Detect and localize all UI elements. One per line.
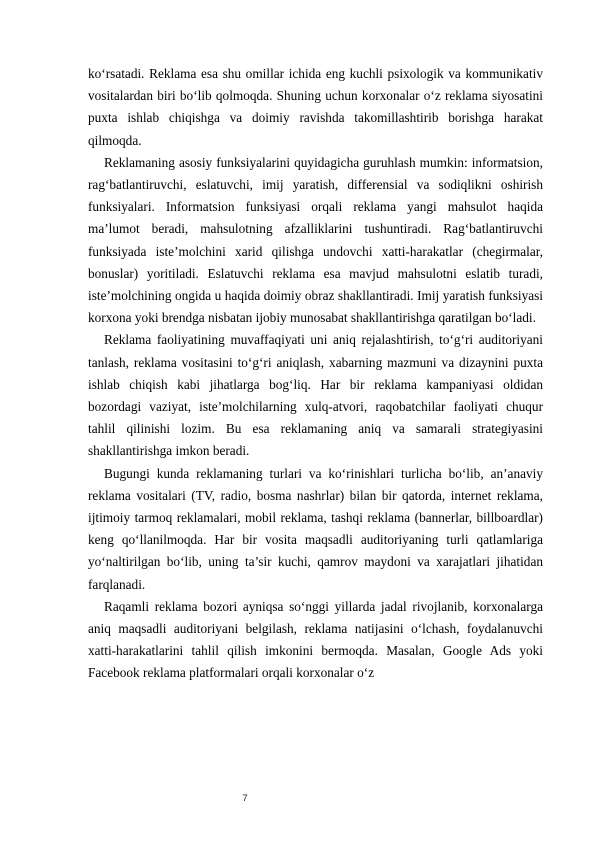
paragraph-planning: Reklama faoliyatining muvaffaqiyati uni aniq rejalashtirish, to‘g‘ri auditoriyani tanlash, reklama vositasini to‘g‘ri aniqlash, xabarning mazmuni va dizaynini puxta ishlab chiqish kabi jihatlarga bog‘liq. Har bir reklama kampaniyasi oldidan bozordagi vaziyat, iste’molchilarning xulq-atvori, raqobatchilar faoliyati chuqur tahlil qilinishi lozim. Bu esa reklamaning aniq va samarali strategiyasini shakllantirishga imkon beradi. bbox=[88, 332, 543, 459]
paragraph-types: Bugungi kunda reklamaning turlari va ko‘rinishlari turlicha bo‘lib, an’anaviy reklama vositalari (TV, radio, bosma nashrlar) bilan bir qatorda, internet reklama, ijtimoiy tarmoq reklamalari, mobil reklama, tashqi reklama (bannerlar, billboardlar) keng qo‘llanilmoqda. Har bir vosita maqsadli auditoriyaning turli qatlamlariga yo‘naltirilgan bo‘lib, uning ta’sir kuchi, qamrov maydoni va xarajatlari jihatidan farqlanadi. bbox=[88, 465, 543, 592]
page-number: 7 bbox=[242, 793, 248, 804]
paragraph-continuation: ko‘rsatadi. Reklama esa shu omillar ichida eng kuchli psixologik va kommunikativ vositalardan biri bo‘lib qolmoqda. Shuning uchun korxonalar o‘z reklama siyosatini puxta ishlab chiqishga va doimiy ravishda takomillashtirib borishga harakat qilmoqda. bbox=[88, 66, 543, 148]
body-text bbox=[88, 63, 543, 685]
paragraph-digital: Raqamli reklama bozori ayniqsa so‘nggi yillarda jadal rivojlanib, korxonalarga aniq maqsadli auditoriyani belgilash, reklama natijasini o‘lchash, foydalanuvchi xatti-harakatlarini tahlil qilish imkonini bermoqda. Masalan, Google Ads yoki Facebook reklama platformalari orqali korxonalar o‘z bbox=[88, 598, 543, 681]
paragraph-functions: Reklamaning asosiy funksiyalarini quyidagicha guruhlash mumkin: informatsion, rag‘batlantiruvchi, eslatuvchi, imij yaratish, differensial va sodiqlikni oshirish funksiyalari. Informatsion funksiyasi orqali reklama yangi mahsulot haqida ma’lumot beradi, mahsulotning afzalliklarini tushuntiradi. Rag‘batlantiruvchi funksiyada iste’molchini xarid qilishga undovchi xatti-harakatlar (chegirmalar, bonuslar) yoritiladi. Eslatuvchi reklama esa mavjud mahsulotni eslatib turadi, iste’molchining ongida u haqida doimiy obraz shakllantiradi. Imij yaratish funksiyasi korxona yoki brendga nisbatan ijobiy munosabat shakllantirishga qaratilgan bo‘ladi. bbox=[88, 154, 543, 326]
